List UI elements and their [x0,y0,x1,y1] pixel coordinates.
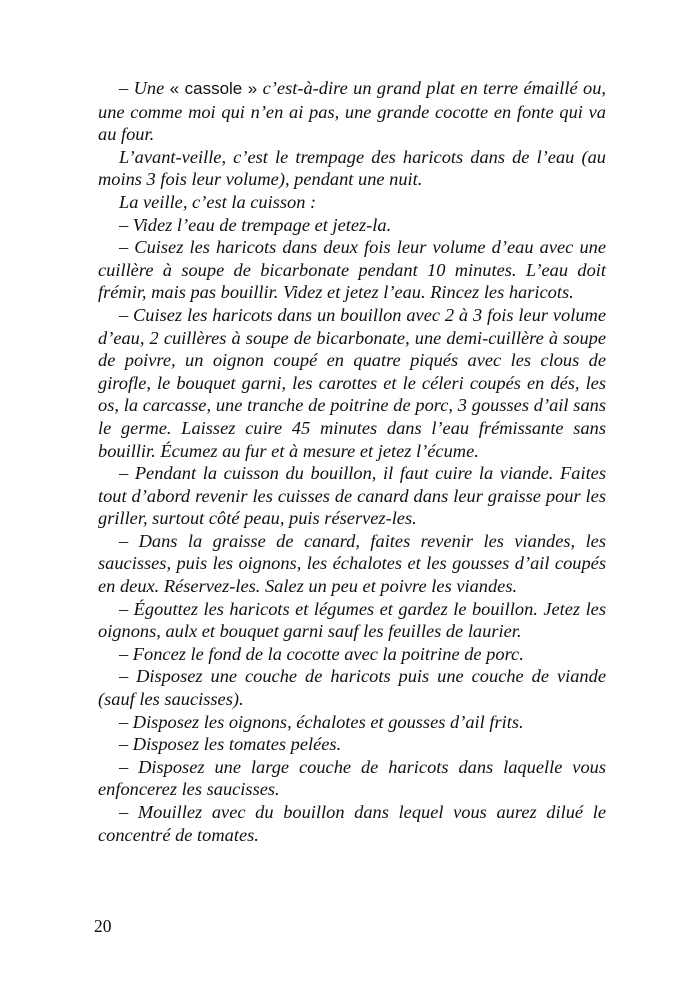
paragraph: – Disposez une couche de haricots puis une couche de viande (sauf les saucisses). [98,666,606,710]
paragraph-cassole [98,77,606,146]
paragraph: – Cuisez les haricots dans deux fois leur volume d’eau avec une cuillère à soupe de bicarbonate pendant 10 minutes. L’eau doit frémir, mais pas bouillir. Videz et jetez l’eau. Rincez les haricots. [98,237,606,303]
paragraph: – Mouillez avec du bouillon dans lequel vous aurez dilué le concentré de tomates. [98,802,606,845]
paragraph: – Cuisez les haricots dans un bouillon avec 2 à 3 fois leur volume d’eau, 2 cuillères à soupe de bicarbonate, une demi-cuillère à soupe de poivre, un oignon coupé en quatre piqués avec les clous de girofle, le bouquet garni, les carottes et le céleri coupés en dés, les os, la carcasse, une tranche de poitrine de porc, 3 gousses d’ail sans le germe. Laissez cuire 45 minutes dans l’eau frémissante sans bouillir. Écumez au fur et à mesure et jetez l’écume. [98,304,606,461]
paragraph: – Disposez les oignons, échalotes et gousses d’ail frits. [119,711,524,732]
recipe-text [98,77,606,846]
cassole-quoted-term: « cassole » [169,79,258,98]
paragraph: – Égouttez les haricots et légumes et gardez le bouillon. Jetez les oignons, aulx et bouquet garni sauf les feuilles de laurier. [98,598,606,642]
paragraph: – Dans la graisse de canard, faites revenir les viandes, les saucisses, puis les oignons, les échalotes et les gousses d’ail coupés en deux. Réservez-les. Salez un peu et poivre les viandes. [98,530,606,597]
paragraph: – Videz l’eau de trempage et jetez-la. [119,214,392,235]
paragraph: – Disposez une large couche de haricots dans laquelle vous enfoncerez les saucisses. [98,756,606,800]
page-number: 20 [94,916,112,936]
paragraph: L’avant-veille, c’est le trempage des haricots dans de l’eau (au moins 3 fois leur volume), pendant une nuit. [98,146,606,190]
paragraph: La veille, c’est la cuisson : [119,191,317,212]
paragraph: – Foncez le fond de la cocotte avec la poitrine de porc. [119,643,524,664]
paragraph: – Disposez les tomates pelées. [119,734,342,755]
cassole-suffix: c’est-à-dire un grand plat en terre émaillé ou, une comme moi qui n’en ai pas, une grande cocotte en fonte qui va au four. [98,78,607,145]
paragraph: – Pendant la cuisson du bouillon, il faut cuire la viande. Faites tout d’abord revenir les cuisses de canard dans leur graisse pour les griller, surtout côté peau, puis réservez-les. [98,463,606,529]
cassole-prefix: – Une [119,78,170,98]
